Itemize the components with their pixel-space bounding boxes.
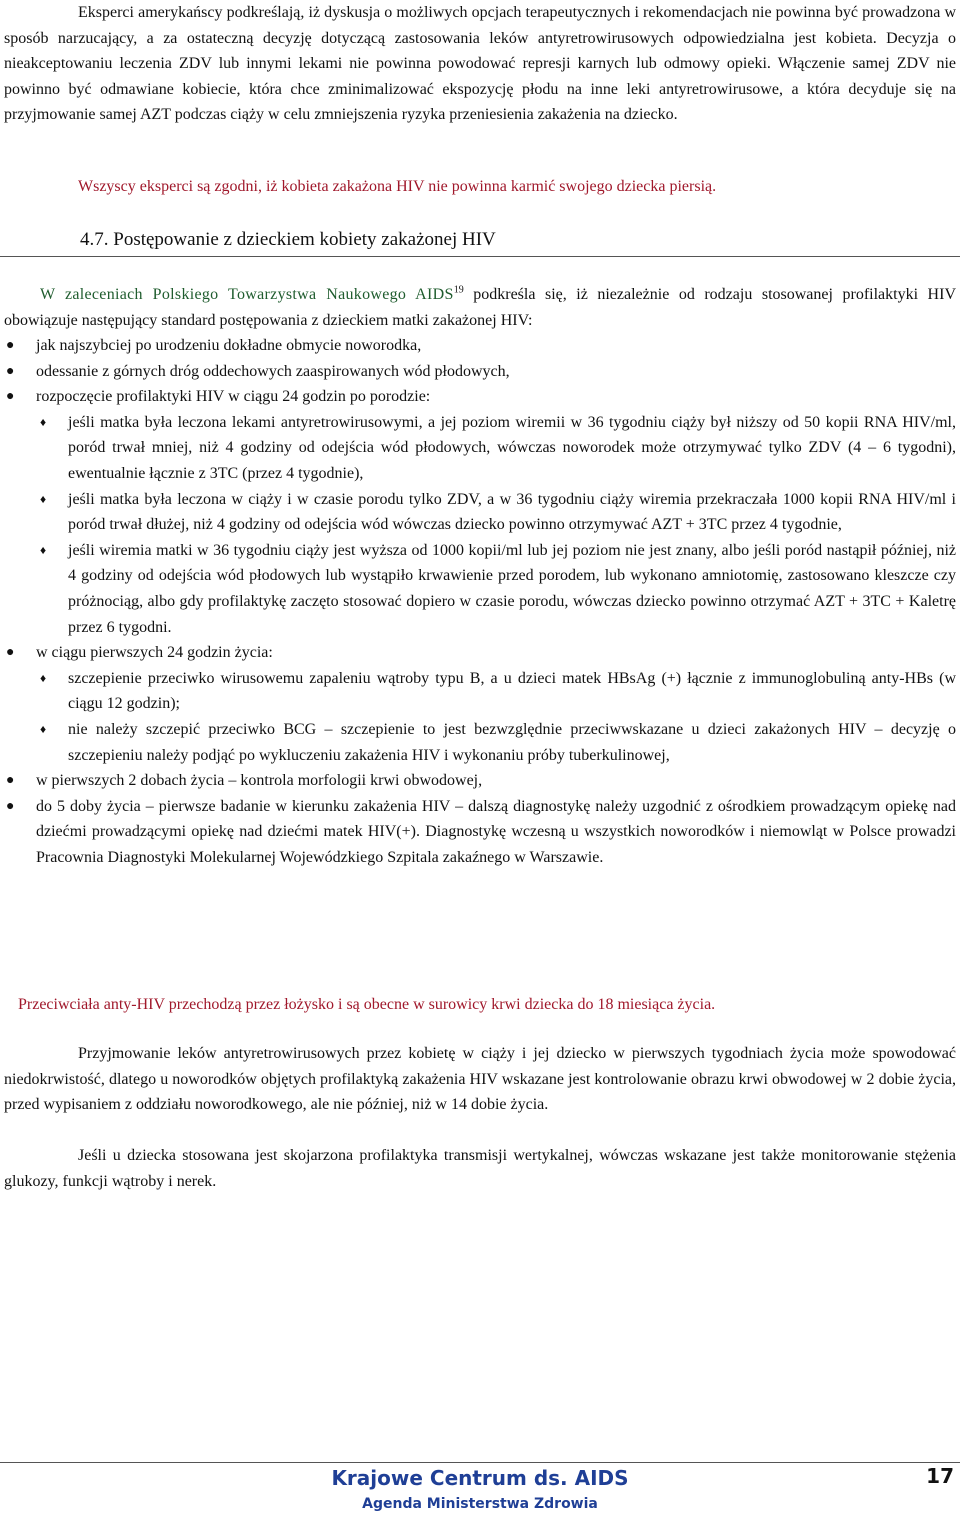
bullet-dot-icon: ● [6, 389, 15, 405]
section-heading [80, 226, 496, 254]
list-item-text: do 5 doby życia – pierwsze badanie w kierunku zakażenia HIV – dalszą diagnostykę należy uzgodnić z ośrodkiem prowadzącym opiekę nad dziećmi prowadzącymi opiekę nad dziećmi matek HIV(+). Diagnostykę wczesną u wszystkich noworodków i niemowląt w Polsce prowadzi Pracownia Diagnostyki Molekularnej Wojewódzkiego Szpitala zakaźnego w Warszawie. [36, 797, 956, 866]
diamond-bullet-icon: ♦ [40, 414, 47, 429]
diamond-bullet-icon: ♦ [40, 670, 47, 685]
sub-list-item [36, 410, 956, 487]
sub-list-item [36, 717, 956, 768]
standard-list [0, 333, 956, 870]
bullet-dot-icon: ● [6, 338, 15, 353]
sub-list [36, 410, 956, 640]
sub-list-item [36, 538, 956, 640]
sub-list-item-text: jeśli matka była leczona lekami antyretrowirusowymi, a jej poziom wiremii w 36 tygodniu ciąży był niższy od 50 kopii RNA HIV/ml, poród trwał mniej, niż 4 godziny od odejścia wód płodowych, wówczas noworodek może otrzymywać tylko ZDV (4 – 6 tygodni), ewentualnie łącznie z 3TC (przez 4 tygodnie), [68, 413, 956, 482]
section-title: Postępowanie z dzieckiem kobiety zakażonej HIV [113, 229, 496, 250]
list-item [0, 640, 956, 768]
breastfeeding-note: Wszyscy eksperci są zgodni, iż kobieta zakażona HIV nie powinna karmić swojego dziecka piersią. [78, 178, 717, 195]
list-item-text: jak najszybciej po urodzeniu dokładne obmycie noworodka, [36, 337, 422, 354]
lead-paragraph [4, 282, 956, 333]
list-item-text: w ciągu pierwszych 24 godzin życia: [36, 644, 273, 662]
list-item-text: rozpoczęcie profilaktyki HIV w ciągu 24 godzin po porodzie: [36, 388, 431, 406]
footer-subtitle: Agenda Ministerstwa Zdrowia [362, 1496, 598, 1512]
sub-list [36, 666, 956, 768]
bullet-dot-icon: ● [6, 798, 15, 814]
page-number: 17 [926, 1464, 954, 1488]
footer-divider [0, 1462, 960, 1463]
antibody-note: Przeciwciała anty-HIV przechodzą przez łożysko i są obecne w surowicy krwi dziecka do 18 miesiąca życia. [18, 996, 716, 1013]
section-number: 4.7. [80, 229, 109, 250]
bullet-dot-icon: ● [6, 363, 15, 379]
bullet-dot-icon: ● [6, 773, 15, 789]
footnote-ref: 19 [453, 284, 464, 296]
paragraph-anemia: Przyjmowanie leków antyretrowirusowych przez kobietę w ciąży i jej dziecko w pierwszych tygodniach życia może spowodować niedokrwistość, dlatego u noworodków objętych profilaktyką zakażenia HIV wskazane jest kontrolowanie obrazu krwi obwodowej w 2 dobie życia, przed wypisaniem z oddziału noworodkowego, ale nie później, niż w 14 dobie życia. [4, 1045, 956, 1114]
list-item [0, 768, 956, 794]
intro-paragraph: Eksperci amerykańscy podkreślają, iż dyskusja o możliwych opcjach terapeutycznych i rekomendacjach nie powinna być prowadzona w sposób narzucający, a za ostateczną decyzję dotyczącą zastosowania leków antyretrowirusowych odpowiedzialna jest kobieta. Decyzja o nieakceptowaniu leczenia ZDV lub innymi lekami nie powinna powodować represji karnych lub odmowy opieki. Włączenie samej ZDV nie powinno być odmawiane kobiecie, która chce zminimalizować ekspozycję płodu na inne leki antyretrowirusowe, a która decyduje się na przyjmowanie samej AZT podczas ciąży w celu zmniejszenia ryzyka przeniesienia zakażenia na dziecko. [4, 4, 956, 124]
sub-list-item-text: szczepienie przeciwko wirusowemu zapaleniu wątroby typu B, a u dzieci matek HBsAg (+) łącznie z immunoglobuliną anty-HBs (w ciągu 12 godzin); [68, 669, 956, 713]
bullet-dot-icon: ● [6, 645, 15, 661]
sub-list-item [36, 487, 956, 538]
diamond-bullet-icon: ♦ [40, 542, 47, 557]
paragraph-monitoring: Jeśli u dziecka stosowana jest skojarzona profilaktyka transmisji wertykalnej, wówczas wskazane jest także monitorowanie stężenia glukozy, funkcji wątroby i nerek. [4, 1147, 956, 1190]
lead-org: W zaleceniach Polskiego Towarzystwa Naukowego AIDS [40, 286, 454, 303]
sub-list-item [36, 666, 956, 717]
list-item [0, 794, 956, 871]
section-divider [0, 256, 960, 257]
list-item-text: w pierwszych 2 dobach życia – kontrola morfologii krwi obwodowej, [36, 772, 483, 790]
diamond-bullet-icon: ♦ [40, 491, 47, 506]
list-item [0, 384, 956, 640]
footer-brand: Krajowe Centrum ds. AIDS [331, 1466, 629, 1490]
list-item [0, 359, 956, 385]
sub-list-item-text: jeśli matka była leczona w ciąży i w czasie porodu tylko ZDV, a w 36 tygodniu ciąży wiremia przekraczała 1000 kopii RNA HIV/ml i poród trwał dłużej, niż 4 godziny od odejścia wód wówczas dziecko powinno otrzymywać AZT + 3TC przez 4 tygodnie, [68, 490, 956, 534]
lead-rest: podkreśla się, iż niezależnie od rodzaju stosowanej profilaktyki HIV obowiązuje następujący standard postępowania z dzieckiem matki zakażonej HIV: [4, 286, 956, 329]
sub-list-item-text: nie należy szczepić przeciwko BCG – szczepienie to jest bezwzględnie przeciwwskazane u dzieci zakażonych HIV – decyzję o szczepieniu należy podjąć po wykluczeniu zakażenia HIV i wykonaniu próby tuberkulinowej, [68, 720, 956, 764]
list-item-text: odessanie z górnych dróg oddechowych zaaspirowanych wód płodowych, [36, 362, 510, 380]
sub-list-item-text: jeśli wiremia matki w 36 tygodniu ciąży jest wyższa od 1000 kopii/ml lub jej poziom nie jest znany, albo jeśli poród nastąpił później, niż 4 godziny od odejścia wód płodowych lub wystąpiło krwawienie przed porodem, lub wykonano amniotomię, zastosowano kleszcze czy próżnociąg, albo gdy profilaktykę zaczęto stosować dopiero w czasie porodu, wówczas dziecko powinno otrzymać AZT + 3TC + Kaletrę przez 6 tygodni. [68, 541, 956, 636]
list-item [0, 333, 956, 359]
diamond-bullet-icon: ♦ [40, 721, 47, 736]
